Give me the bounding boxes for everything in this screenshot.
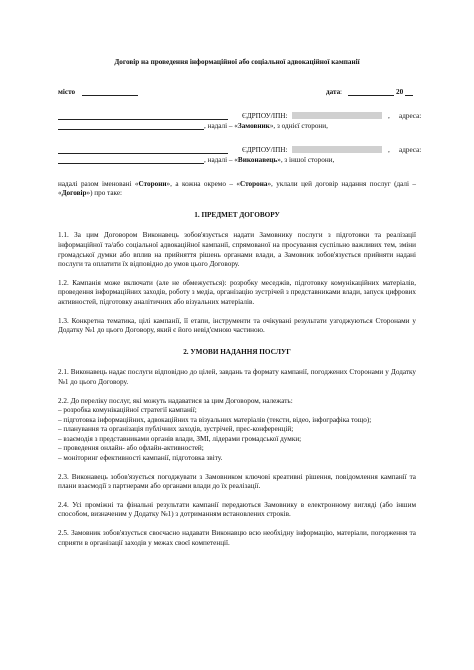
intro-paragraph: надалі разом іменовані «Сторони», а кожна окремо – «Сторона», уклали цей договір надання послуг (далі – «Договір») про таке: xyxy=(58,179,416,198)
clause-2-5: 2.5. Замовник зобов'язується своєчасно надавати Виконавцю всю необхідну інформацію, матеріали, погодження та сприяти в організації заходів у межах своєї компетенції. xyxy=(58,529,416,547)
customer-row-1: ЄДРПОУ/ІПН: , адреса: xyxy=(58,112,416,122)
city-date-row xyxy=(58,88,416,98)
customer-edrpou-field[interactable] xyxy=(292,112,382,122)
customer-edrpou-label: ЄДРПОУ/ІПН: xyxy=(242,111,288,120)
clause-1-2: 1.2. Кампанія може включати (але не обмежується): розробку меседжів, підготовку комунікаційних матеріалів, проведення інформаційних заходів, роботу з медіа, організацію зустрічей з представниками влади, запуск цифрових активностей, підготовку аналітичних або візуальних матеріалів. xyxy=(58,278,416,306)
customer-row-2 xyxy=(58,122,416,132)
contractor-role-text: , надалі – «Виконавець», з іншої сторони, xyxy=(204,155,335,164)
year-prefix: 20 xyxy=(396,87,404,96)
list-item: – взаємодія з представниками органів влади, ЗМІ, лідерами громадської думки; xyxy=(58,434,302,443)
customer-role-text: , надалі – «Замовник», з однієї сторони, xyxy=(204,121,328,130)
city-field[interactable] xyxy=(82,88,138,100)
contractor-row-1: ЄДРПОУ/ІПН: , адреса: xyxy=(58,146,416,156)
date-colon: : xyxy=(340,87,342,96)
customer-address-field[interactable] xyxy=(58,122,204,134)
contractor-row-2 xyxy=(58,156,416,166)
clause-1-3: 1.3. Конкретна тематика, цілі кампанії, її етапи, інструменти та очікувані результати узгоджуються Сторонами у Додатку №1 до цього Договору, який є його невід'ємною частиною. xyxy=(58,316,416,335)
contractor-address-field[interactable] xyxy=(58,156,204,168)
clause-2-3: 2.3. Виконавець зобов'язується погоджувати з Замовником ключові креативні рішення, повідомлення кампанії та плани взаємодії з партнерами або органами влади до їх реалізації. xyxy=(58,472,416,491)
list-item: – планування та організація публічних заходів, зустрічей, прес-конференцій; xyxy=(58,425,294,434)
section-1-heading: 1. ПРЕДМЕТ ДОГОВОРУ xyxy=(194,210,280,219)
clause-2-4: 2.4. Усі проміжні та фінальні результати кампанії передаються Замовнику в електронному вигляді (або іншим способом, визначеним у Додатку №1) з дотриманням встановлених строків. xyxy=(58,500,416,519)
list-item: – проведення онлайн- або офлайн-активностей; xyxy=(58,444,204,453)
date-field[interactable] xyxy=(348,88,394,100)
city-label: місто xyxy=(58,87,76,96)
document-title: Договір на проведення інформаційної або соціальної адвокаційної кампанії xyxy=(114,58,360,66)
customer-address-label: адреса: xyxy=(399,111,422,120)
clause-1-1: 1.1. За цим Договором Виконавець зобов'язується надати Замовнику послуги з підготовки та реалізації інформаційної та/або соціальної адвокаційної кампанії, спрямованої на просування суспільно важливих тем, зміни громадської думки або вплив на прийняття рішень органами влади, а Замовник зобов'язується прийняти надані послуги та оплатити їх відповідно до умов цього Договору. xyxy=(58,231,416,269)
year-field[interactable] xyxy=(405,88,413,100)
clause-2-2 xyxy=(58,397,416,464)
contractor-edrpou-field[interactable] xyxy=(292,146,382,156)
clause-2-2-head: 2.2. До переліку послуг, які можуть надаватися за цим Договором, належать: xyxy=(58,396,293,405)
contractor-edrpou-label: ЄДРПОУ/ІПН: xyxy=(242,145,288,154)
list-item: – моніторинг ефективності кампанії, підготовка звіту. xyxy=(58,454,223,463)
list-item: – підготовка інформаційних, адвокаційних та візуальних матеріалів (тексти, відео, інфографіка тощо); xyxy=(58,415,372,424)
date-label: дата xyxy=(326,87,341,96)
list-item: – розробка комунікаційної стратегії кампанії; xyxy=(58,406,197,415)
clause-2-1: 2.1. Виконавець надає послуги відповідно до цілей, завдань та формату кампанії, погоджених Сторонами у Додатку №1 до цього Договору. xyxy=(58,368,416,386)
section-2-heading: 2. УМОВИ НАДАННЯ ПОСЛУГ xyxy=(183,347,291,356)
contractor-address-label: адреса: xyxy=(399,145,422,154)
